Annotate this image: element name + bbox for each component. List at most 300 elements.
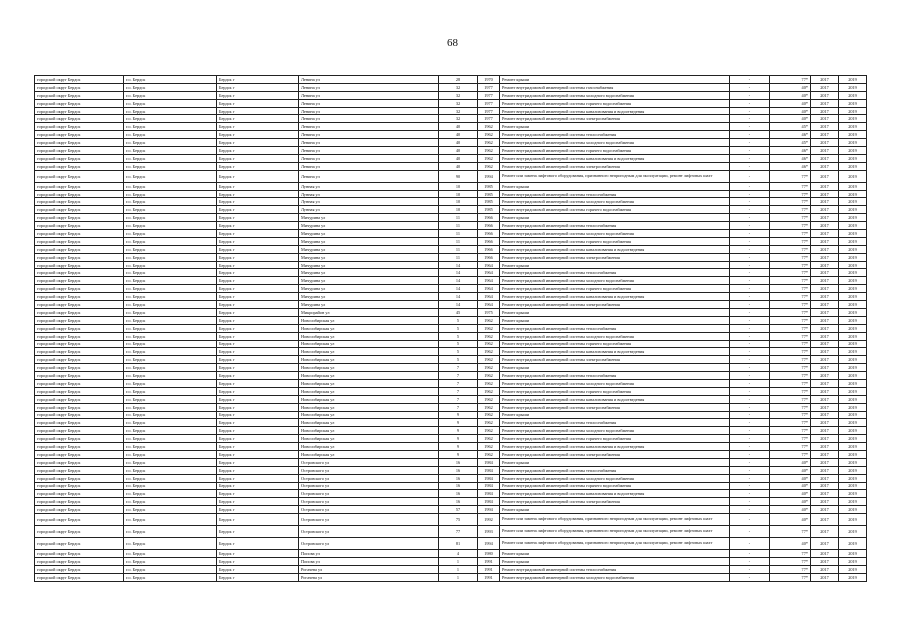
cell-year-built: 1962 (478, 411, 500, 419)
cell-municipal-unit: г.о. Бердск (124, 214, 217, 222)
cell-settlement: Бердск г (217, 372, 299, 380)
cell-house-number: 9 (439, 427, 478, 435)
cell-municipal-unit: г.о. Бердск (124, 269, 217, 277)
cell-cost-value: 77* (770, 565, 811, 573)
cell-end-year: 2019 (839, 190, 867, 198)
table-row (35, 550, 867, 558)
cell-cost-value: 40* (770, 538, 811, 550)
cell-municipality: городской округ Бердск (35, 340, 124, 348)
cell-cost-value: 77* (770, 316, 811, 324)
table-row (35, 506, 867, 514)
cell-municipal-unit: г.о. Бердск (124, 253, 217, 261)
cell-settlement: Бердск г (217, 506, 299, 514)
cell-work-type: Ремонт внутридомовой инженерной системы канализования и водоотведения (500, 245, 730, 253)
table-row (35, 458, 867, 466)
cell-street: Новосибирская ул (299, 411, 439, 419)
cell-start-year: 2017 (811, 139, 839, 147)
cell-municipality: городской округ Бердск (35, 411, 124, 419)
cell-municipality: городской округ Бердск (35, 222, 124, 230)
cell-municipality: городской округ Бердск (35, 324, 124, 332)
cell-municipal-unit: г.о. Бердск (124, 526, 217, 538)
cell-settlement: Бердск г (217, 458, 299, 466)
cell-cost-value: 40* (770, 466, 811, 474)
cell-municipal-unit: г.о. Бердск (124, 450, 217, 458)
cell-municipal-unit: г.о. Бердск (124, 332, 217, 340)
cell-end-year: 2019 (839, 514, 867, 526)
table-row (35, 356, 867, 364)
cell-start-year: 2017 (811, 83, 839, 91)
table-row (35, 269, 867, 277)
cell-street: Мичурина ул (299, 261, 439, 269)
cell-settlement: Бердск г (217, 198, 299, 206)
cell-municipal-unit: г.о. Бердск (124, 170, 217, 182)
cell-year-built: 1985 (478, 182, 500, 190)
cell-blank-dash: - (730, 403, 770, 411)
cell-settlement: Бердск г (217, 214, 299, 222)
cell-municipal-unit: г.о. Бердск (124, 490, 217, 498)
cell-blank-dash: - (730, 427, 770, 435)
cell-work-type: Ремонт внутридомовой инженерной системы электроснабжения (500, 498, 730, 506)
cell-end-year: 2019 (839, 261, 867, 269)
cell-blank-dash: - (730, 206, 770, 214)
cell-year-built: 1962 (478, 131, 500, 139)
cell-house-number: 9 (439, 443, 478, 451)
cell-work-type: Ремонт внутридомовой инженерной системы горячего водоснабжения (500, 340, 730, 348)
cell-municipality: городской округ Бердск (35, 147, 124, 155)
cell-blank-dash: - (730, 356, 770, 364)
cell-municipal-unit: г.о. Бердск (124, 324, 217, 332)
cell-year-built: 1962 (478, 154, 500, 162)
cell-cost-value: 77* (770, 443, 811, 451)
cell-street: Островского ул (299, 482, 439, 490)
cell-start-year: 2017 (811, 458, 839, 466)
cell-work-type: Ремонт внутридомовой инженерной системы горячего водоснабжения (500, 285, 730, 293)
cell-work-type: Ремонт внутридомовой инженерной системы электроснабжения (500, 403, 730, 411)
cell-end-year: 2019 (839, 419, 867, 427)
cell-house-number: 14 (439, 261, 478, 269)
cell-street: Мичурина ул (299, 285, 439, 293)
table-row (35, 565, 867, 573)
cell-municipal-unit: г.о. Бердск (124, 348, 217, 356)
table-body (35, 76, 867, 582)
cell-municipal-unit: г.о. Бердск (124, 514, 217, 526)
cell-work-type: Ремонт крыши (500, 557, 730, 565)
cell-start-year: 2017 (811, 450, 839, 458)
cell-cost-value: 40* (770, 482, 811, 490)
cell-end-year: 2019 (839, 76, 867, 84)
cell-house-number: 32 (439, 91, 478, 99)
cell-house-number: 10 (439, 206, 478, 214)
cell-end-year: 2019 (839, 387, 867, 395)
cell-end-year: 2019 (839, 411, 867, 419)
cell-cost-value: 77* (770, 285, 811, 293)
cell-cost-value: 46* (770, 154, 811, 162)
cell-blank-dash: - (730, 526, 770, 538)
cell-year-built: 1966 (478, 237, 500, 245)
cell-cost-value: 77* (770, 222, 811, 230)
cell-end-year: 2019 (839, 253, 867, 261)
cell-start-year: 2017 (811, 387, 839, 395)
cell-start-year: 2017 (811, 316, 839, 324)
cell-blank-dash: - (730, 162, 770, 170)
cell-street: Ленина ул (299, 131, 439, 139)
cell-street: Мичурина ул (299, 230, 439, 238)
cell-year-built: 1962 (478, 427, 500, 435)
cell-year-built: 1964 (478, 301, 500, 309)
cell-house-number: 7 (439, 387, 478, 395)
cell-municipality: городской округ Бердск (35, 364, 124, 372)
cell-year-built: 1962 (478, 419, 500, 427)
cell-street: Мичурина ул (299, 245, 439, 253)
cell-year-built: 1984 (478, 474, 500, 482)
cell-cost-value: 77* (770, 403, 811, 411)
cell-blank-dash: - (730, 237, 770, 245)
cell-end-year: 2019 (839, 443, 867, 451)
cell-cost-value: 40* (770, 498, 811, 506)
cell-start-year: 2017 (811, 182, 839, 190)
cell-municipal-unit: г.о. Бердск (124, 190, 217, 198)
cell-start-year: 2017 (811, 466, 839, 474)
cell-work-type: Ремонт внутридомовой инженерной системы холодного водоснабжения (500, 379, 730, 387)
cell-house-number: 11 (439, 237, 478, 245)
cell-street: Лунная ул (299, 190, 439, 198)
cell-municipal-unit: г.о. Бердск (124, 285, 217, 293)
cell-cost-value: 77* (770, 237, 811, 245)
cell-blank-dash: - (730, 261, 770, 269)
cell-end-year: 2019 (839, 222, 867, 230)
cell-blank-dash: - (730, 419, 770, 427)
cell-cost-value: 77* (770, 419, 811, 427)
cell-house-number: 90 (439, 170, 478, 182)
cell-municipality: городской округ Бердск (35, 573, 124, 581)
cell-street: Островского ул (299, 514, 439, 526)
cell-municipality: городской округ Бердск (35, 214, 124, 222)
cell-municipality: городской округ Бердск (35, 348, 124, 356)
cell-municipal-unit: г.о. Бердск (124, 466, 217, 474)
cell-end-year: 2019 (839, 458, 867, 466)
table-row (35, 198, 867, 206)
cell-end-year: 2019 (839, 324, 867, 332)
cell-blank-dash: - (730, 147, 770, 155)
cell-municipal-unit: г.о. Бердск (124, 474, 217, 482)
cell-street: Ленина ул (299, 99, 439, 107)
cell-year-built: 1962 (478, 316, 500, 324)
cell-year-built: 1962 (478, 139, 500, 147)
cell-municipality: городской округ Бердск (35, 269, 124, 277)
cell-work-type: Ремонт внутридомовой инженерной системы электроснабжения (500, 253, 730, 261)
table-row (35, 253, 867, 261)
cell-year-built: 1991 (478, 565, 500, 573)
cell-start-year: 2017 (811, 538, 839, 550)
cell-street: Мичурина ул (299, 293, 439, 301)
cell-settlement: Бердск г (217, 348, 299, 356)
cell-street: Новосибирская ул (299, 387, 439, 395)
cell-house-number: 5 (439, 348, 478, 356)
cell-work-type: Ремонт крыши (500, 308, 730, 316)
cell-settlement: Бердск г (217, 253, 299, 261)
cell-work-type: Ремонт крыши (500, 182, 730, 190)
table-row (35, 261, 867, 269)
cell-work-type: Ремонт внутридомовой инженерной системы горячего водоснабжения (500, 482, 730, 490)
cell-settlement: Бердск г (217, 154, 299, 162)
cell-municipal-unit: г.о. Бердск (124, 182, 217, 190)
cell-municipality: городской округ Бердск (35, 139, 124, 147)
cell-start-year: 2017 (811, 498, 839, 506)
cell-municipality: городской округ Бердск (35, 506, 124, 514)
cell-end-year: 2019 (839, 198, 867, 206)
cell-year-built: 1964 (478, 277, 500, 285)
cell-municipality: городской округ Бердск (35, 182, 124, 190)
cell-end-year: 2019 (839, 340, 867, 348)
cell-year-built: 1991 (478, 557, 500, 565)
cell-municipal-unit: г.о. Бердск (124, 498, 217, 506)
cell-house-number: 14 (439, 293, 478, 301)
table-row (35, 182, 867, 190)
cell-house-number: 9 (439, 411, 478, 419)
cell-cost-value: 77* (770, 379, 811, 387)
cell-cost-value: 77* (770, 245, 811, 253)
cell-municipal-unit: г.о. Бердск (124, 379, 217, 387)
cell-year-built: 1962 (478, 403, 500, 411)
cell-settlement: Бердск г (217, 474, 299, 482)
cell-settlement: Бердск г (217, 99, 299, 107)
table-row (35, 538, 867, 550)
cell-work-type: Ремонт внутридомовой инженерной системы холодного водоснабжения (500, 139, 730, 147)
cell-blank-dash: - (730, 482, 770, 490)
cell-work-type: Ремонт внутридомовой инженерной системы электроснабжения (500, 115, 730, 123)
cell-work-type: Ремонт внутридомовой инженерной системы электроснабжения (500, 301, 730, 309)
cell-municipality: городской округ Бердск (35, 514, 124, 526)
cell-settlement: Бердск г (217, 490, 299, 498)
cell-year-built: 1966 (478, 230, 500, 238)
cell-municipality: городской округ Бердск (35, 76, 124, 84)
cell-year-built: 1970 (478, 76, 500, 84)
cell-house-number: 40 (439, 131, 478, 139)
cell-end-year: 2019 (839, 230, 867, 238)
cell-municipal-unit: г.о. Бердск (124, 372, 217, 380)
cell-street: Мичурина ул (299, 222, 439, 230)
cell-municipal-unit: г.о. Бердск (124, 411, 217, 419)
cell-house-number: 32 (439, 83, 478, 91)
cell-end-year: 2019 (839, 332, 867, 340)
cell-street: Рогачева ул (299, 573, 439, 581)
cell-start-year: 2017 (811, 230, 839, 238)
cell-work-type: Ремонт или замена лифтового оборудования, признанного непригодным для эксплуатации, ремонт лифтовых шахт (500, 514, 730, 526)
cell-blank-dash: - (730, 277, 770, 285)
table-row (35, 301, 867, 309)
cell-cost-value: 77* (770, 340, 811, 348)
cell-municipal-unit: г.о. Бердск (124, 237, 217, 245)
cell-settlement: Бердск г (217, 403, 299, 411)
cell-house-number: 45 (439, 308, 478, 316)
cell-municipal-unit: г.о. Бердск (124, 419, 217, 427)
cell-end-year: 2019 (839, 565, 867, 573)
cell-cost-value: 45* (770, 123, 811, 131)
cell-blank-dash: - (730, 324, 770, 332)
table-row (35, 277, 867, 285)
cell-street: Островского ул (299, 526, 439, 538)
table-row (35, 498, 867, 506)
cell-work-type: Ремонт крыши (500, 316, 730, 324)
cell-end-year: 2019 (839, 214, 867, 222)
table-row (35, 379, 867, 387)
table-row (35, 76, 867, 84)
cell-end-year: 2019 (839, 139, 867, 147)
cell-street: Лунная ул (299, 182, 439, 190)
cell-municipality: городской округ Бердск (35, 230, 124, 238)
cell-start-year: 2017 (811, 526, 839, 538)
cell-municipal-unit: г.о. Бердск (124, 308, 217, 316)
cell-work-type: Ремонт внутридомовой инженерной системы электроснабжения (500, 162, 730, 170)
cell-work-type: Ремонт внутридомовой инженерной системы электроснабжения (500, 450, 730, 458)
cell-year-built: 1977 (478, 91, 500, 99)
cell-year-built: 1993 (478, 526, 500, 538)
cell-blank-dash: - (730, 99, 770, 107)
cell-blank-dash: - (730, 170, 770, 182)
cell-street: Микрорайон ул (299, 308, 439, 316)
cell-cost-value: 77* (770, 190, 811, 198)
cell-house-number: 14 (439, 285, 478, 293)
cell-settlement: Бердск г (217, 450, 299, 458)
cell-settlement: Бердск г (217, 557, 299, 565)
cell-start-year: 2017 (811, 214, 839, 222)
cell-year-built: 1994 (478, 170, 500, 182)
cell-settlement: Бердск г (217, 222, 299, 230)
cell-blank-dash: - (730, 372, 770, 380)
cell-year-built: 1966 (478, 245, 500, 253)
cell-start-year: 2017 (811, 147, 839, 155)
cell-year-built: 1962 (478, 443, 500, 451)
table-row (35, 427, 867, 435)
cell-house-number: 7 (439, 379, 478, 387)
cell-end-year: 2019 (839, 379, 867, 387)
cell-cost-value: 77* (770, 450, 811, 458)
cell-municipality: городской округ Бердск (35, 245, 124, 253)
cell-cost-value: 40* (770, 91, 811, 99)
cell-settlement: Бердск г (217, 308, 299, 316)
table-row (35, 474, 867, 482)
cell-work-type: Ремонт крыши (500, 411, 730, 419)
cell-house-number: 16 (439, 458, 478, 466)
cell-municipal-unit: г.о. Бердск (124, 557, 217, 565)
cell-cost-value: 46* (770, 162, 811, 170)
cell-settlement: Бердск г (217, 482, 299, 490)
table-row (35, 83, 867, 91)
cell-settlement: Бердск г (217, 565, 299, 573)
cell-cost-value: 40* (770, 490, 811, 498)
table-row (35, 237, 867, 245)
cell-year-built: 1966 (478, 214, 500, 222)
cell-municipality: городской округ Бердск (35, 387, 124, 395)
cell-end-year: 2019 (839, 450, 867, 458)
cell-cost-value: 77* (770, 198, 811, 206)
cell-year-built: 1985 (478, 190, 500, 198)
cell-year-built: 1984 (478, 490, 500, 498)
table-row (35, 214, 867, 222)
cell-house-number: 11 (439, 222, 478, 230)
cell-year-built: 1994 (478, 506, 500, 514)
cell-street: Ленина ул (299, 107, 439, 115)
cell-blank-dash: - (730, 214, 770, 222)
cell-work-type: Ремонт или замена лифтового оборудования, признанного непригодным для эксплуатации, ремонт лифтовых шахт (500, 170, 730, 182)
cell-settlement: Бердск г (217, 316, 299, 324)
cell-blank-dash: - (730, 285, 770, 293)
cell-house-number: 40 (439, 147, 478, 155)
cell-end-year: 2019 (839, 372, 867, 380)
cell-settlement: Бердск г (217, 526, 299, 538)
cell-work-type: Ремонт внутридомовой инженерной системы теплоснабжения (500, 372, 730, 380)
cell-year-built: 1977 (478, 107, 500, 115)
cell-house-number: 57 (439, 506, 478, 514)
cell-year-built: 1980 (478, 550, 500, 558)
cell-settlement: Бердск г (217, 230, 299, 238)
cell-settlement: Бердск г (217, 301, 299, 309)
cell-work-type: Ремонт внутридомовой инженерной системы холодного водоснабжения (500, 474, 730, 482)
cell-municipal-unit: г.о. Бердск (124, 538, 217, 550)
cell-start-year: 2017 (811, 308, 839, 316)
cell-municipality: городской округ Бердск (35, 316, 124, 324)
cell-end-year: 2019 (839, 466, 867, 474)
cell-blank-dash: - (730, 131, 770, 139)
cell-municipality: городской округ Бердск (35, 466, 124, 474)
cell-municipal-unit: г.о. Бердск (124, 301, 217, 309)
cell-municipality: городской округ Бердск (35, 427, 124, 435)
cell-work-type: Ремонт внутридомовой инженерной системы канализования и водоотведения (500, 395, 730, 403)
cell-start-year: 2017 (811, 506, 839, 514)
cell-end-year: 2019 (839, 182, 867, 190)
cell-year-built: 1962 (478, 379, 500, 387)
cell-work-type: Ремонт внутридомовой инженерной системы теплоснабжения (500, 131, 730, 139)
cell-house-number: 10 (439, 182, 478, 190)
cell-start-year: 2017 (811, 222, 839, 230)
cell-blank-dash: - (730, 411, 770, 419)
table-row (35, 557, 867, 565)
cell-start-year: 2017 (811, 154, 839, 162)
table-row (35, 324, 867, 332)
cell-cost-value: 77* (770, 356, 811, 364)
cell-municipality: городской округ Бердск (35, 490, 124, 498)
cell-municipality: городской округ Бердск (35, 170, 124, 182)
cell-municipality: городской округ Бердск (35, 372, 124, 380)
cell-municipality: городской округ Бердск (35, 237, 124, 245)
cell-year-built: 1977 (478, 115, 500, 123)
cell-blank-dash: - (730, 557, 770, 565)
cell-house-number: 9 (439, 419, 478, 427)
cell-start-year: 2017 (811, 301, 839, 309)
cell-work-type: Ремонт крыши (500, 364, 730, 372)
cell-cost-value: 77* (770, 324, 811, 332)
cell-house-number: 81 (439, 538, 478, 550)
cell-work-type: Ремонт внутридомовой инженерной системы газоснабжения (500, 83, 730, 91)
cell-house-number: 5 (439, 316, 478, 324)
cell-house-number: 7 (439, 403, 478, 411)
cell-year-built: 1962 (478, 162, 500, 170)
cell-street: Рогачева ул (299, 565, 439, 573)
cell-municipal-unit: г.о. Бердск (124, 76, 217, 84)
cell-settlement: Бердск г (217, 139, 299, 147)
cell-work-type: Ремонт крыши (500, 76, 730, 84)
cell-blank-dash: - (730, 91, 770, 99)
cell-end-year: 2019 (839, 403, 867, 411)
cell-house-number: 7 (439, 364, 478, 372)
cell-cost-value: 40* (770, 107, 811, 115)
cell-municipality: городской округ Бердск (35, 206, 124, 214)
cell-cost-value: 40* (770, 99, 811, 107)
cell-settlement: Бердск г (217, 285, 299, 293)
cell-blank-dash: - (730, 550, 770, 558)
cell-street: Ленина ул (299, 162, 439, 170)
cell-house-number: 11 (439, 253, 478, 261)
